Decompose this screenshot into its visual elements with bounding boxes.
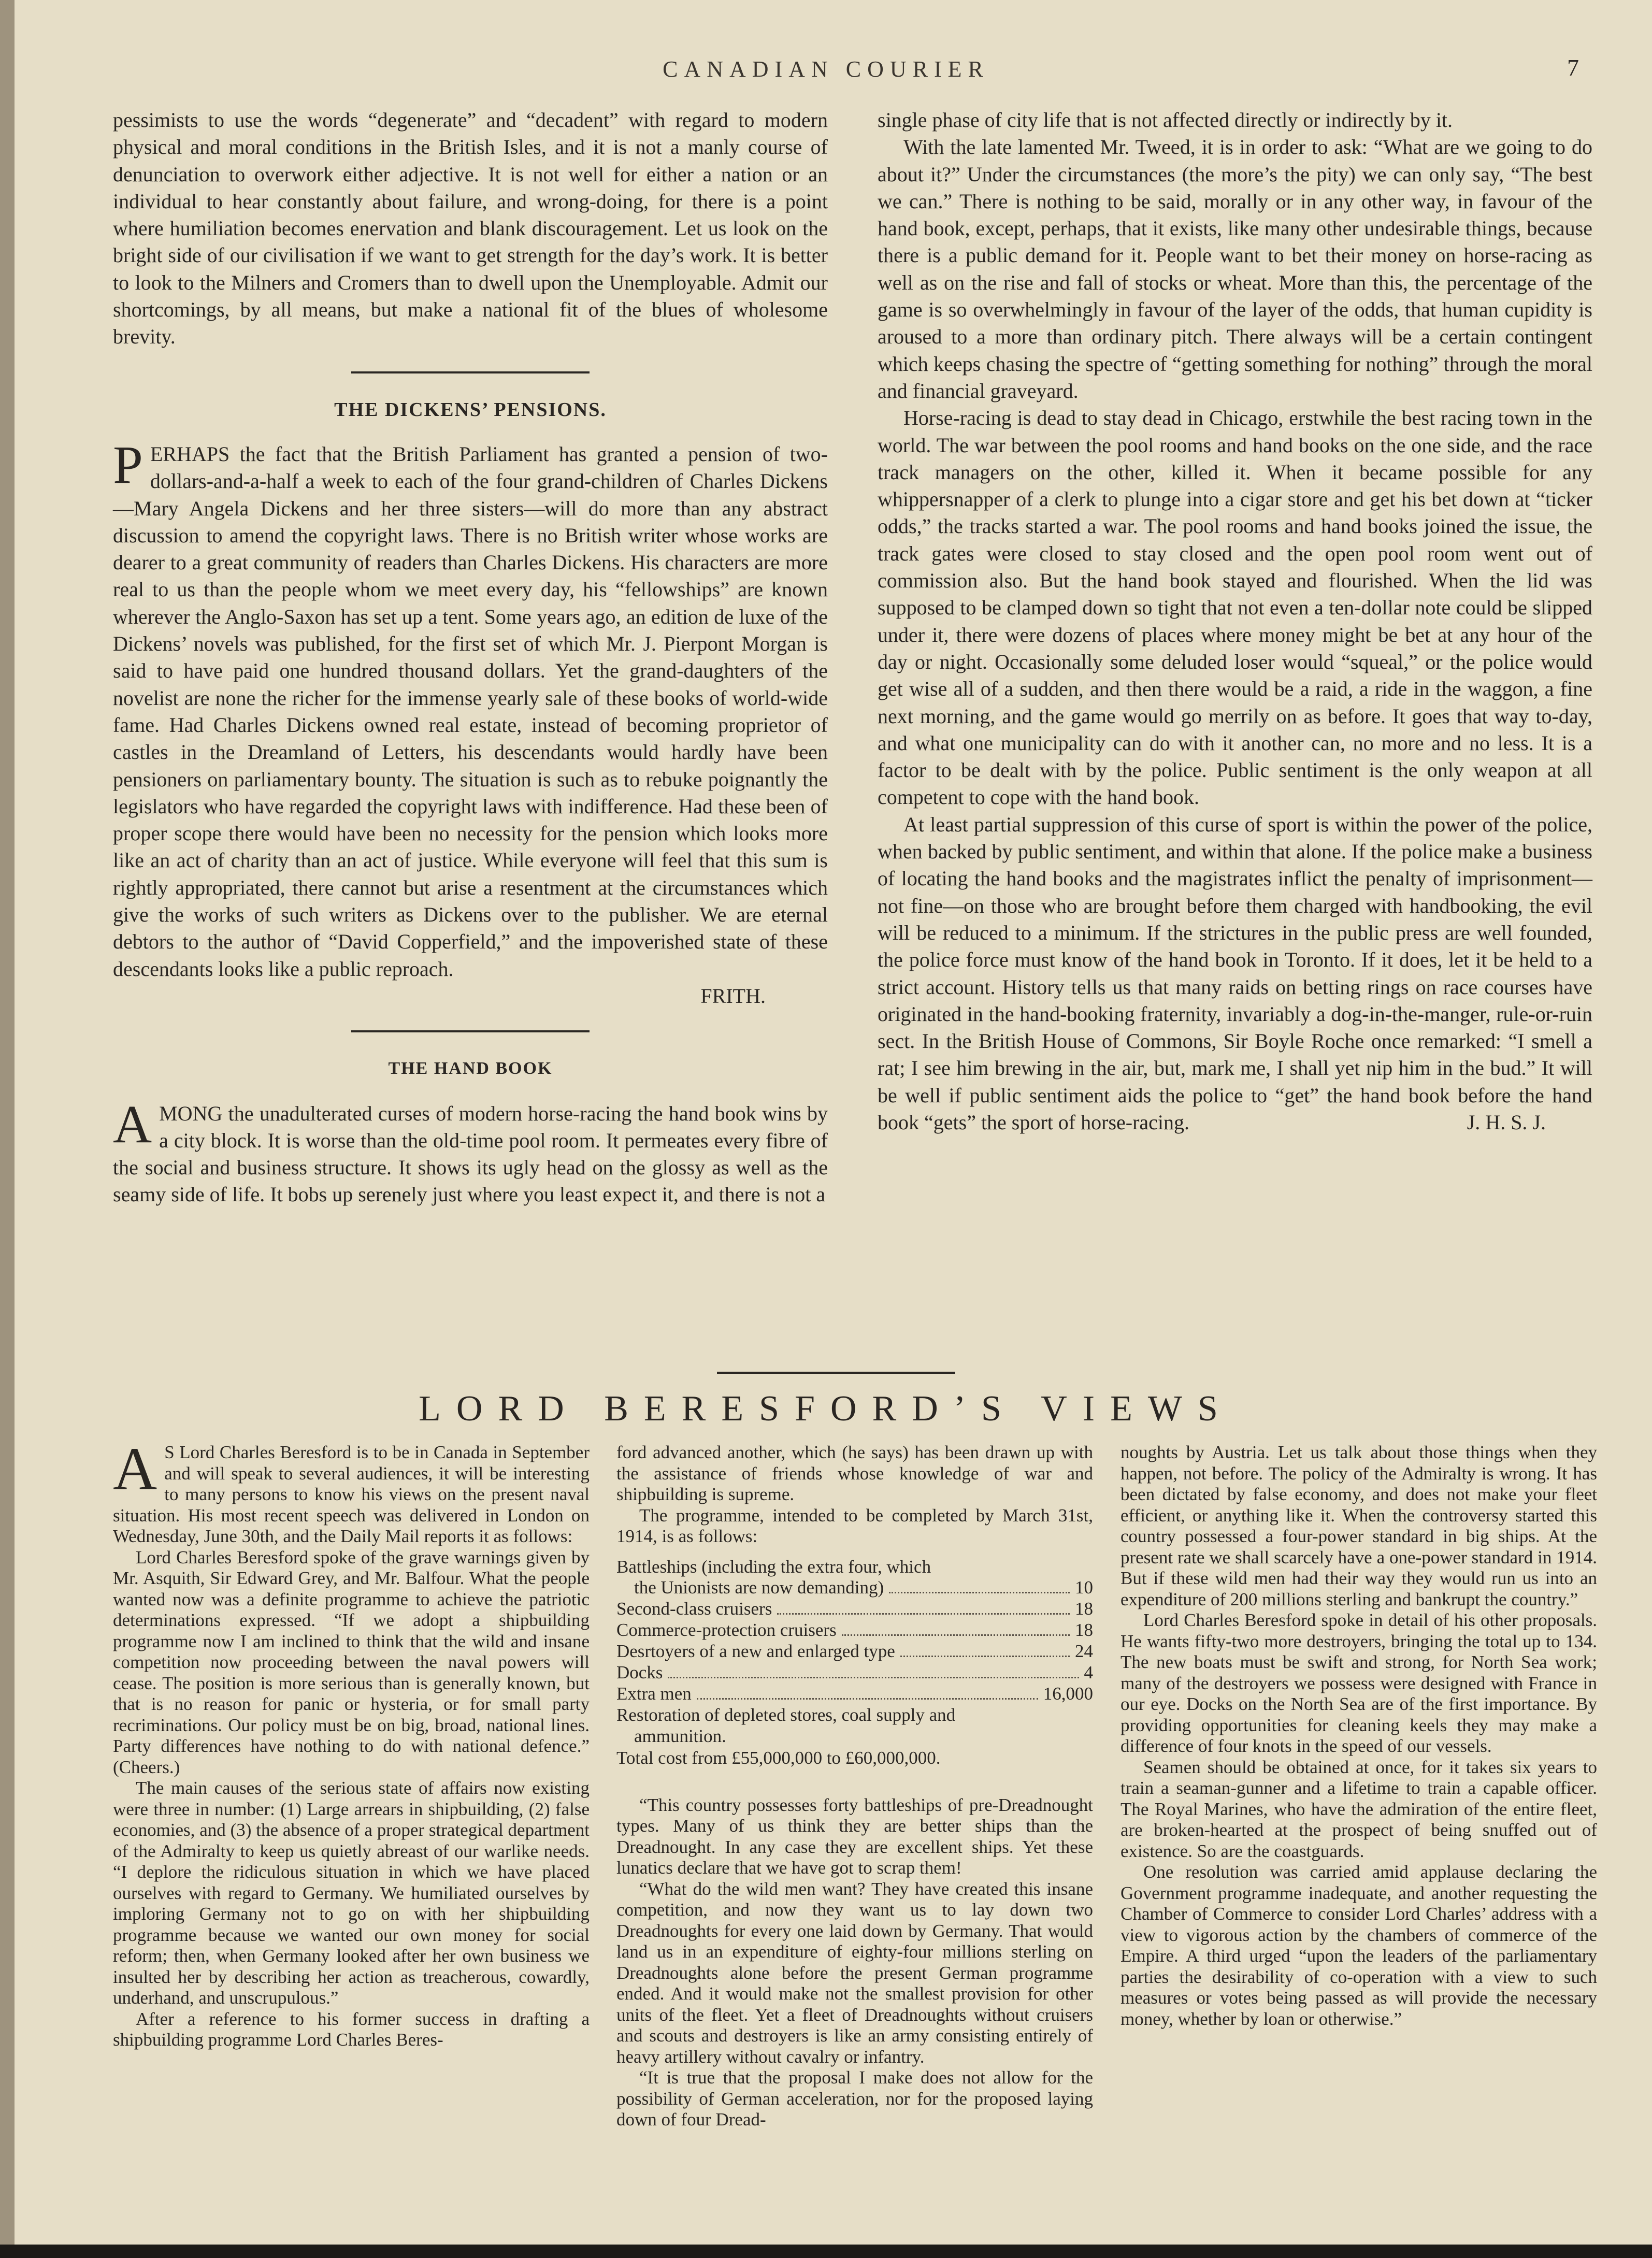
programme-item-value: 18 [1075, 1599, 1093, 1619]
programme-total-text: Total cost from £55,000,000 to £60,000,000. [616, 1748, 941, 1768]
spacer [616, 1781, 1093, 1795]
leader-dots [889, 1592, 1070, 1593]
headline-divider [717, 1372, 955, 1374]
section-divider [351, 1030, 590, 1032]
intro-paragraph: pessimists to use the words “degenerate” and “decadent” with regard to modern physical and moral conditions in the British Isles, and it is not a manly course of denunciation to overwork either adjective. It is not well for either a nation or an individual to hear constantly about failure, and wrong-doing, for there is a point where humiliation becomes enervation and blank discouragement. Let us look on the bright side of our civilisation if we want to get strength for the day’s work. It is better to look to the Milners and Cromers than to dwell upon the Unemployable. Admit our shortcomings, by all means, but make a national fit of the blues of wholesome brevity. [113, 108, 828, 349]
programme-restoration-continued [616, 1726, 1093, 1747]
programme-item-label: Commerce-protection cruisers [616, 1620, 837, 1640]
leader-dots [900, 1656, 1070, 1657]
programme-list [616, 1557, 1093, 1769]
page-binding-edge [0, 0, 15, 2258]
leader-dots [777, 1613, 1070, 1615]
programme-item-label: Desrtoyers of a new and enlarged type [616, 1641, 895, 1661]
top-right-column [878, 107, 1592, 1136]
programme-item-label: Battleships (including the extra four, which [616, 1556, 931, 1577]
programme-item [616, 1684, 1093, 1705]
article-paragraph: “This country possesses forty battleships of pre-Dreadnought types. Many of us think they are better ships than the Dreadnought. In any case they are excellent ships. Yet these lunatics declare that we have got to scrap them! [616, 1794, 1093, 1878]
programme-item-value: 4 [1084, 1662, 1093, 1682]
handbook-text: MONG the unadulterated curses of modern horse-racing the hand book wins by a city block. It is worse than the old-time pool room. It permeates every fibre of the social and business structure. It shows its ugly head on the glossy as well as the seamy side of life. It bobs up serenely just where you least expect it, and there is not a [113, 1101, 828, 1206]
page-bottom-edge [0, 2245, 1652, 2258]
article-column-3 [1121, 1442, 1597, 2030]
handbook-signature: J. H. S. J. [1467, 1110, 1546, 1134]
leader-dots [668, 1677, 1079, 1678]
programme-item-label: Extra men [616, 1684, 692, 1704]
programme-item [616, 1599, 1093, 1620]
pensions-paragraph [113, 435, 828, 983]
article-paragraph: After a reference to his former success in drafting a shipbuilding programme Lord Charles Beres- [113, 2008, 590, 2050]
article-paragraph: Lord Charles Beresford spoke of the grave warnings given by Mr. Asquith, Sir Edward Grey, and Mr. Balfour. What the people wanted now was a definite programme to achieve the patriotic determinations expressed. “If we adopt a shipbuilding programme now I am inclined to think that the wild and insane competition now proceeding between the naval powers will cease. The position is more serious than is generally known, but that is no reason for panic or hysteria, or for small party recriminations. Our policy must be on big, broad, national lines. Party differences have nothing to do with national defence.” (Cheers.) [113, 1547, 590, 1777]
section-divider [351, 371, 590, 373]
programme-restoration [616, 1705, 1093, 1726]
handbook-paragraph-3: Horse-racing is dead to stay dead in Chicago, erstwhile the best racing town in the world. The war between the pool rooms and hand books on the one side, and the race track managers on the other, killed it. When it became possible for any whippersnapper of a clerk to plunge into a cigar store and get his bet down at “ticker odds,” the tracks started a war. The pool rooms and hand books joined the issue, the track gates were closed to stay closed and the open pool room went out of commission also. But the hand book stayed and flourished. When the lid was supposed to be clamped down so tight that not even a ten-dollar note could be slipped under it, there were dozens of places where money might be bet at any hour of the day or night. Occasionally some deluded loser would “squeal,” or the police would get wise all of a sudden, and then there would be a raid, a ride in the waggon, a fine next morning, and the game would go merrily on as before. It goes that way to-day, and what one municipality can do with it another can, no more and no less. It is a factor to be dealt with by the police. Public sentiment is the only weapon at all competent to cope with the hand book. [878, 406, 1592, 809]
article-headline: LORD BERESFORD’S VIEWS [419, 1389, 1233, 1429]
programme-item [616, 1662, 1093, 1684]
article-paragraph: “What do the wild men want? They have created this insane competition, and now they want us to lay down two Dreadnoughts for every one laid down by Germany. That would land us in an expenditure of eighty-four millions sterling on Dreadnoughts alone before the present German programme ended. And it would make not the smallest provision for other units of the fleet. Yet a fleet of Dreadnoughts without cruisers and scouts and destroyers is like an army consisting entirely of heavy artillery without cavalry or infantry. [616, 1878, 1093, 2067]
programme-item-value: 16,000 [1043, 1684, 1093, 1704]
article-dropcap: A [113, 1435, 157, 1503]
programme-item-value: 24 [1075, 1641, 1093, 1661]
article-paragraph: ford advanced another, which (he says) has been drawn up with the assistance of friends whose knowledge of war and shipbuilding is supreme. [616, 1442, 1093, 1504]
article-column-1 [113, 1435, 590, 2051]
article-paragraph: Seamen should be obtained at once, for it takes six years to train a seaman-gunner and a lifetime to train a capable officer. The Royal Marines, who have the admiration of the entire fleet, are broken-hearted at the prospect of being snuffed out of existence. So are the coastguards. [1121, 1757, 1597, 1861]
pensions-text: ERHAPS the fact that the British Parliament has granted a pension of two-dollars-and-a-half a week to each of the four grand-children of Charles Dickens—Mary Angela Dickens and her three sisters—will do more than any abstract discussion to amend the copyright laws. There is no British writer whose works are dearer to a great community of readers than Charles Dickens. His characters are more real to us than the people whom we meet every day, his “fellowships” are known wherever the Anglo-Saxon has set up a tent. Some years ago, an edition de luxe of the Dickens’ novels was published, for the first set of which Mr. J. Pierpont Morgan is said to have paid one hundred thousand dollars. Yet the grand-daughters of the novelist are none the richer for the immense yearly sale of these books of world-wide fame. Had Charles Dickens owned real estate, instead of becoming proprietor of castles in the Dreamland of Letters, his descendants would hardly have been pensioners on parliamentary bounty. The situation is such as to rebuke poignantly the legislators who have regarded the copyright laws with indifference. Had these been of proper scope there would have been no necessity for the pension which looks more like an act of charity than an act of justice. While everyone will feel that this sum is rightly appropriated, there cannot but arise a resentment at the circumstances which give the works of such writers as Dickens over to the publisher. We are eternal debtors to the author of “David Copperfield,” and the impoverished state of these descendants looks like a public reproach. [113, 442, 828, 981]
article-paragraph: Lord Charles Beresford spoke in detail of his other proposals. He wants fifty-two more destroyers, bringing the total up to 134. The new boats must be swift and strong, for North Sea work; many of the destroyers we possess were designed with France in our eye. Docks on the North Sea are of the first importance. By providing opportunities for cleaning keels they may make a difference of four knots in the speed of our vessels. [1121, 1610, 1597, 1756]
handbook-paragraph-2: With the late lamented Mr. Tweed, it is in order to ask: “What are we going to do about it?” Under the circumstances (the more’s the pity) we can only say, “The best we can.” There is nothing to be said, morally or in any other way, in favour of the hand book, except, perhaps, that it exists, like many other undesirable things, because there is a public demand for it. People want to bet their money on horse-racing as well as on the rise and fall of stocks or wheat. More than this, the percentage of the game is so overwhelmingly in favour of the layer of the odds, that human cupidity is aroused to a more than ordinary pitch. There always will be a certain contingent which keeps chasing the spectre of “getting something for nothing” through the moral and financial graveyard. [878, 135, 1592, 402]
programme-restoration-text: Restoration of depleted stores, coal supply and [616, 1705, 956, 1725]
programme-item-value: 10 [1075, 1577, 1093, 1598]
article-lead-paragraph [113, 1435, 590, 1547]
article-paragraph: noughts by Austria. Let us talk about those things when they happen, not before. The policy of the Admiralty is wrong. It has been dictated by false economy, and does not make your fleet efficient, or anything like it. When the controversy started this country possessed a four-power standard in big ships. At the present rate we shall scarcely have a one-power standard in 1914. But if these wild men had their way they would run us into an expenditure of 200 millions sterling and bankrupt the country.” [1121, 1442, 1597, 1609]
running-head: CANADIAN COURIER [663, 56, 989, 82]
article-lead-text: S Lord Charles Beresford is to be in Canada in September and will speak to several audiences, it will be interesting to many persons to know his views on the present naval situation. His most recent speech was delivered in London on Wednesday, June 30th, and the Daily Mail reports it as follows: [113, 1442, 590, 1546]
handbook-paragraph [113, 1094, 828, 1209]
handbook-title: THE HAND BOOK [388, 1059, 553, 1078]
article-paragraph: The programme, intended to be completed by March 31st, 1914, is as follows: [616, 1505, 1093, 1546]
article-paragraph: One resolution was carried amid applause declaring the Government programme inadequate, and another requesting the Chamber of Commerce to consider Lord Charles’ address with a view to vigorous action by the chambers of commerce of the Empire. A third urged “upon the leaders of the parliamentary parties the desirability of co-operation with a view to such measures or votes being passed as will provide the necessary money, whether by loan or otherwise.” [1121, 1862, 1597, 2029]
pensions-title: THE DICKENS’ PENSIONS. [334, 398, 607, 421]
handbook-paragraph-4 [878, 811, 1592, 1137]
programme-item [616, 1557, 1093, 1578]
handbook-continued: single phase of city life that is not affected directly or indirectly by it. [878, 108, 1453, 132]
top-left-column [113, 107, 828, 1209]
programme-restoration-text: ammunition. [634, 1725, 726, 1746]
handbook-paragraph-4-text: At least partial suppression of this curse of sport is within the power of the police, when backed by public sentiment, and within that alone. If the police make a business of locating the hand books and the magistrates inflict the penalty of imprisonment—not fine—on those who are brought before them charged with handbooking, the evil will be reduced to a minimum. If the strictures in the public press are well founded, the police force must know of the hand book in Toronto. If it does, let it be held to a strict account. History tells us that many raids on betting rings on race courses have originated in the hand-booking fraternity, invariably a dog-in-the-manger, rule-or-ruin sect. In the British House of Commons, Sir Boyle Roche once remarked: “I smell a rat; I see him brewing in the air, but, mark me, I shall yet nip him in the bud.” It will be well if public sentiment aids the police to “get” the hand book before the hand book “gets” the sport of horse-racing. [878, 812, 1592, 1134]
programme-total-cost [616, 1748, 1093, 1769]
programme-item [616, 1641, 1093, 1662]
article-paragraph: “It is true that the proposal I make does not allow for the possibility of German acceleration, nor for the proposed laying down of four Dread- [616, 2067, 1093, 2130]
programme-item [616, 1620, 1093, 1641]
programme-item-continued [616, 1577, 1093, 1599]
pensions-signature: FRITH. [700, 984, 766, 1008]
pensions-dropcap: P [113, 435, 143, 495]
handbook-dropcap: A [113, 1094, 152, 1154]
leader-dots [697, 1698, 1038, 1700]
leader-dots [842, 1634, 1070, 1636]
article-column-2 [616, 1442, 1093, 2131]
page-number: 7 [1567, 54, 1579, 81]
article-paragraph: The main causes of the serious state of affairs now existing were three in number: (1) Large arrears in shipbuilding, (2) false economies, and (3) the absence of a proper strategical department of the Admiralty to keep us quietly abreast of our warlike needs. “I deplore the ridiculous situation in which we have placed ourselves with regard to Germany. We humiliated ourselves by imploring Germany not to go on with her shipbuilding programme because we wanted our own money for social reform; then, when Germany looked after her own business we insulted her by describing her action as treacherous, cowardly, underhand, and unscrupulous.” [113, 1778, 590, 2008]
programme-item-label: the Unionists are now demanding) [634, 1577, 884, 1598]
programme-item-label: Second-class cruisers [616, 1599, 772, 1619]
programme-item-label: Docks [616, 1662, 663, 1682]
programme-item-value: 18 [1075, 1620, 1093, 1640]
